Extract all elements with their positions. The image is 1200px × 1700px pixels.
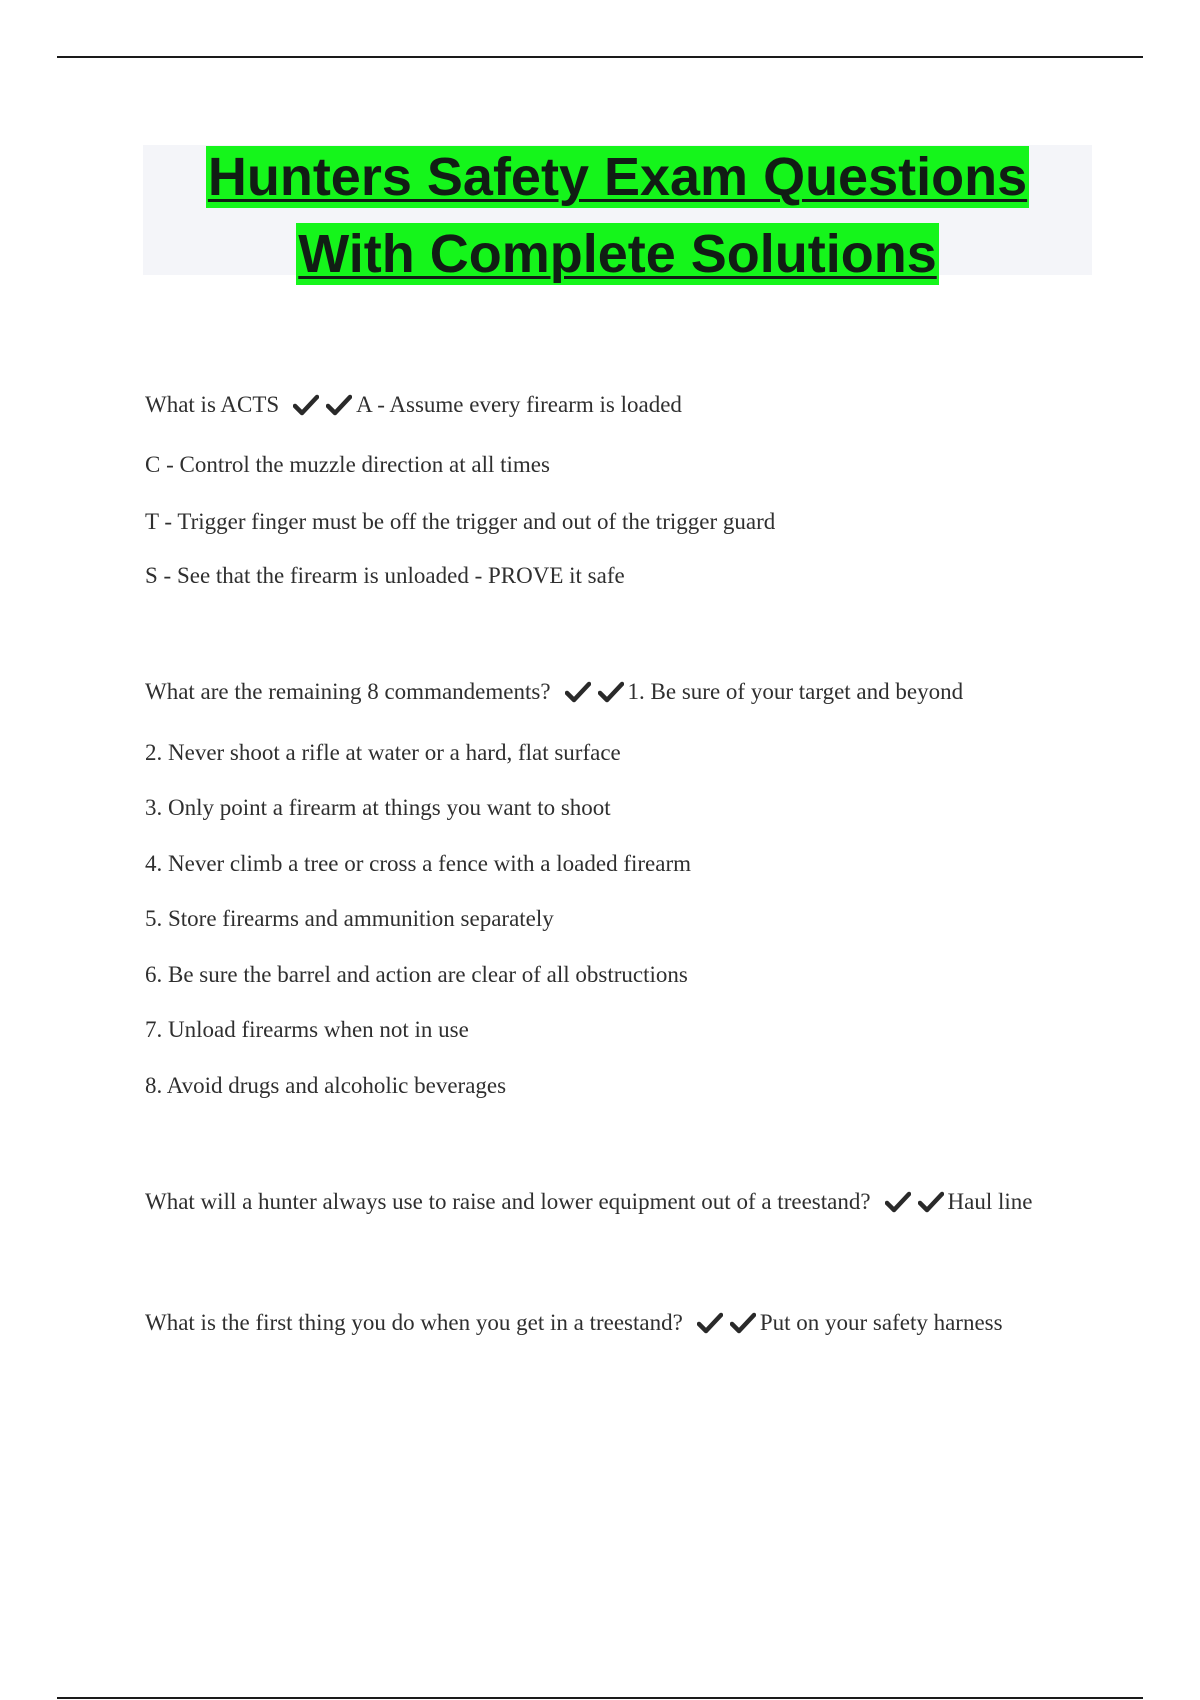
- question-text: What will a hunter always use to raise and lower equipment out of a treestand?: [145, 1189, 871, 1214]
- answer-line: 4. Never climb a tree or cross a fence with a loaded firearm: [145, 851, 691, 876]
- double-check-icon: [885, 1187, 944, 1217]
- title-line-1: Hunters Safety Exam Questions: [207, 147, 1028, 207]
- answer-line: 2. Never shoot a rifle at water or a hard, flat surface: [145, 740, 621, 765]
- double-check-icon: [565, 677, 624, 707]
- question-text: What is the first thing you do when you get in a treestand?: [145, 1310, 683, 1335]
- question-row: [145, 390, 682, 420]
- question-row: [145, 677, 963, 707]
- answer-line: 6. Be sure the barrel and action are clear of all obstructions: [145, 962, 688, 987]
- question-row: [145, 1187, 1033, 1217]
- bottom-rule: [57, 1697, 1143, 1699]
- question-row: [145, 1308, 1003, 1338]
- double-check-icon: [293, 390, 352, 420]
- title-box: [143, 145, 1092, 284]
- title-line-2: With Complete Solutions: [298, 224, 937, 284]
- answer-text: Put on your safety harness: [759, 1310, 1003, 1335]
- answer-line: 7. Unload firearms when not in use: [145, 1017, 469, 1042]
- answer-text: 1. Be sure of your target and beyond: [627, 679, 964, 704]
- answer-text: Haul line: [947, 1189, 1033, 1214]
- answer-text: A - Assume every firearm is loaded: [356, 392, 682, 417]
- answer-line: 8. Avoid drugs and alcoholic beverages: [145, 1073, 507, 1098]
- answer-line: S - See that the firearm is unloaded - PROVE it safe: [145, 563, 625, 588]
- answer-line: 3. Only point a firearm at things you want to shoot: [145, 795, 611, 820]
- answer-line: C - Control the muzzle direction at all times: [145, 452, 550, 477]
- top-rule: [57, 56, 1143, 58]
- answer-line: 5. Store firearms and ammunition separately: [145, 906, 554, 931]
- answer-line: T - Trigger finger must be off the trigger and out of the trigger guard: [145, 509, 776, 534]
- question-text: What are the remaining 8 commandements?: [145, 679, 551, 704]
- question-text: What is ACTS: [145, 392, 280, 417]
- double-check-icon: [697, 1308, 756, 1338]
